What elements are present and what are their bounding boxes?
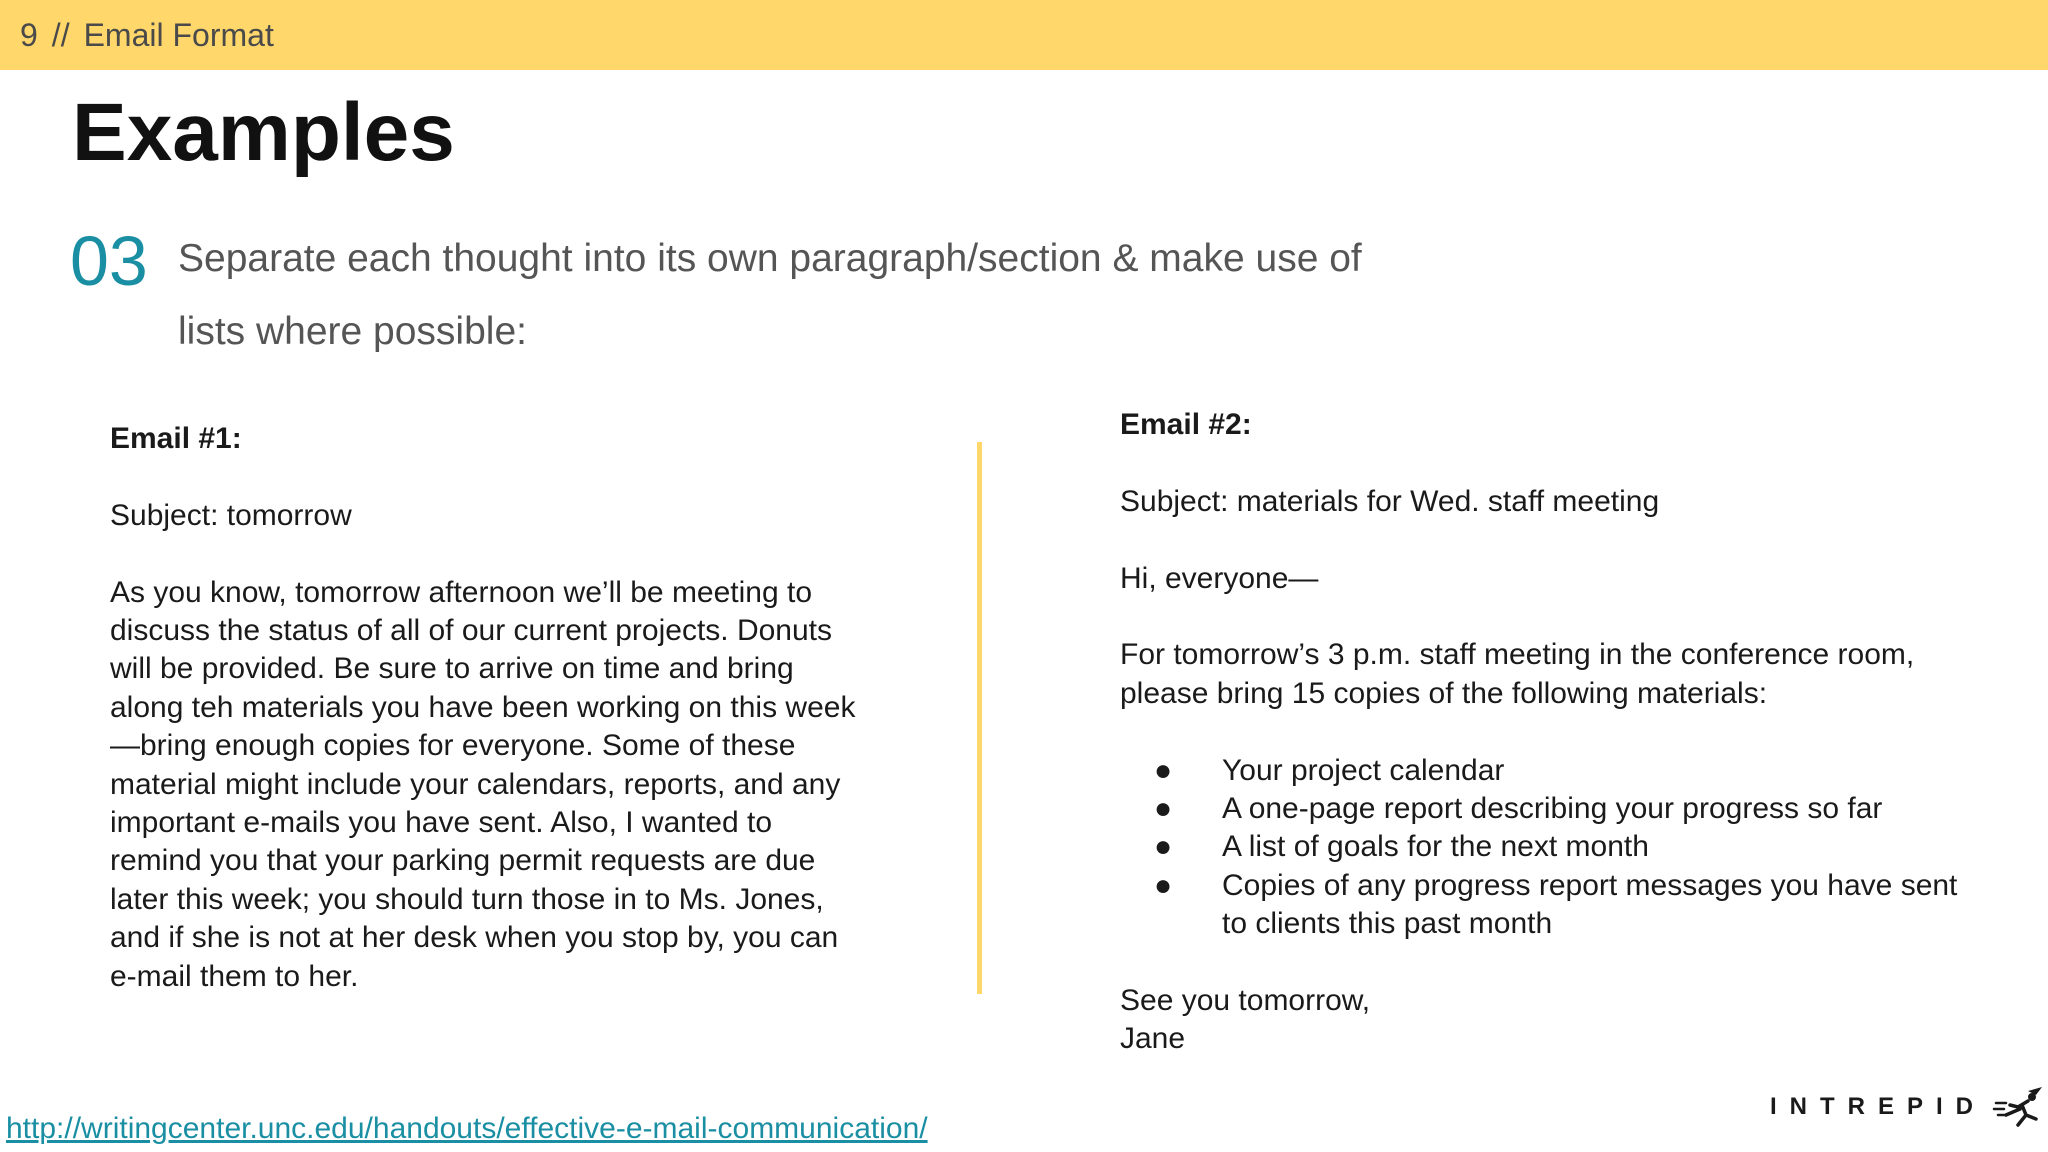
bullet-icon: ● bbox=[1154, 753, 1173, 787]
email-example-2 bbox=[1120, 406, 1980, 1059]
source-link[interactable]: http://writingcenter.unc.edu/handouts/effective-e-mail-communication/ bbox=[6, 1112, 928, 1145]
email-2-closing: See you tomorrow, bbox=[1120, 984, 1371, 1018]
list-item-text: A list of goals for the next month bbox=[1222, 830, 1649, 864]
email-2-intro: For tomorrow’s 3 p.m. staff meeting in the conference room, please bring 15 copies of the following materials: bbox=[1120, 638, 1915, 710]
email-2-signature: Jane bbox=[1120, 1022, 1186, 1056]
email-1-subject: Subject: tomorrow bbox=[110, 498, 352, 532]
email-example-1 bbox=[110, 420, 870, 996]
list-item-text: A one-page report describing your progress so far bbox=[1222, 792, 1883, 825]
column-divider bbox=[977, 442, 982, 994]
list-item bbox=[1120, 867, 1980, 944]
email-2-greeting: Hi, everyone— bbox=[1120, 561, 1319, 595]
list-item bbox=[1120, 752, 1980, 790]
running-figure-logo-icon bbox=[1992, 1085, 2048, 1129]
bullet-icon: ● bbox=[1154, 830, 1173, 864]
header-separator: // bbox=[51, 16, 70, 53]
page-title: Examples bbox=[72, 87, 455, 178]
brand-logo bbox=[1770, 1082, 2048, 1132]
email-2-subject: Subject: materials for Wed. staff meeting bbox=[1120, 484, 1660, 518]
email-2-heading: Email #2: bbox=[1120, 408, 1252, 441]
email-1-heading: Email #1: bbox=[110, 422, 242, 455]
list-item-text: Your project calendar bbox=[1222, 753, 1505, 787]
bullet-icon: ● bbox=[1154, 792, 1173, 825]
brand-name: INTREPID bbox=[1770, 1093, 1987, 1120]
bullet-icon: ● bbox=[1154, 868, 1173, 902]
header-bar bbox=[0, 0, 2048, 70]
header-breadcrumb bbox=[20, 17, 274, 54]
list-item bbox=[1120, 790, 1980, 828]
point-text: Separate each thought into its own paragraph/section & make use of lists where possible: bbox=[178, 237, 1362, 353]
section-title: Email Format bbox=[83, 16, 274, 53]
slide-number: 9 bbox=[20, 16, 38, 53]
email-1-body: As you know, tomorrow afternoon we’ll be meeting to discuss the status of all of our current projects. Donuts will be provided. Be sure to arrive on time and bring along teh materials you have been working on this week—bring enough copies for everyone. Some of these material might include your calendars, reports, and any important e-mails you have sent. Also, I wanted to remind you that your parking permit requests are due later this week; you should turn those in to Ms. Jones, and if she is not at her desk when you stop by, you can e-mail them to her. bbox=[110, 575, 856, 993]
list-item-text: Copies of any progress report messages you have sent to clients this past month bbox=[1222, 868, 1958, 941]
email-2-materials-list bbox=[1120, 752, 1980, 944]
point-number: 03 bbox=[70, 222, 148, 300]
list-item bbox=[1120, 828, 1980, 866]
